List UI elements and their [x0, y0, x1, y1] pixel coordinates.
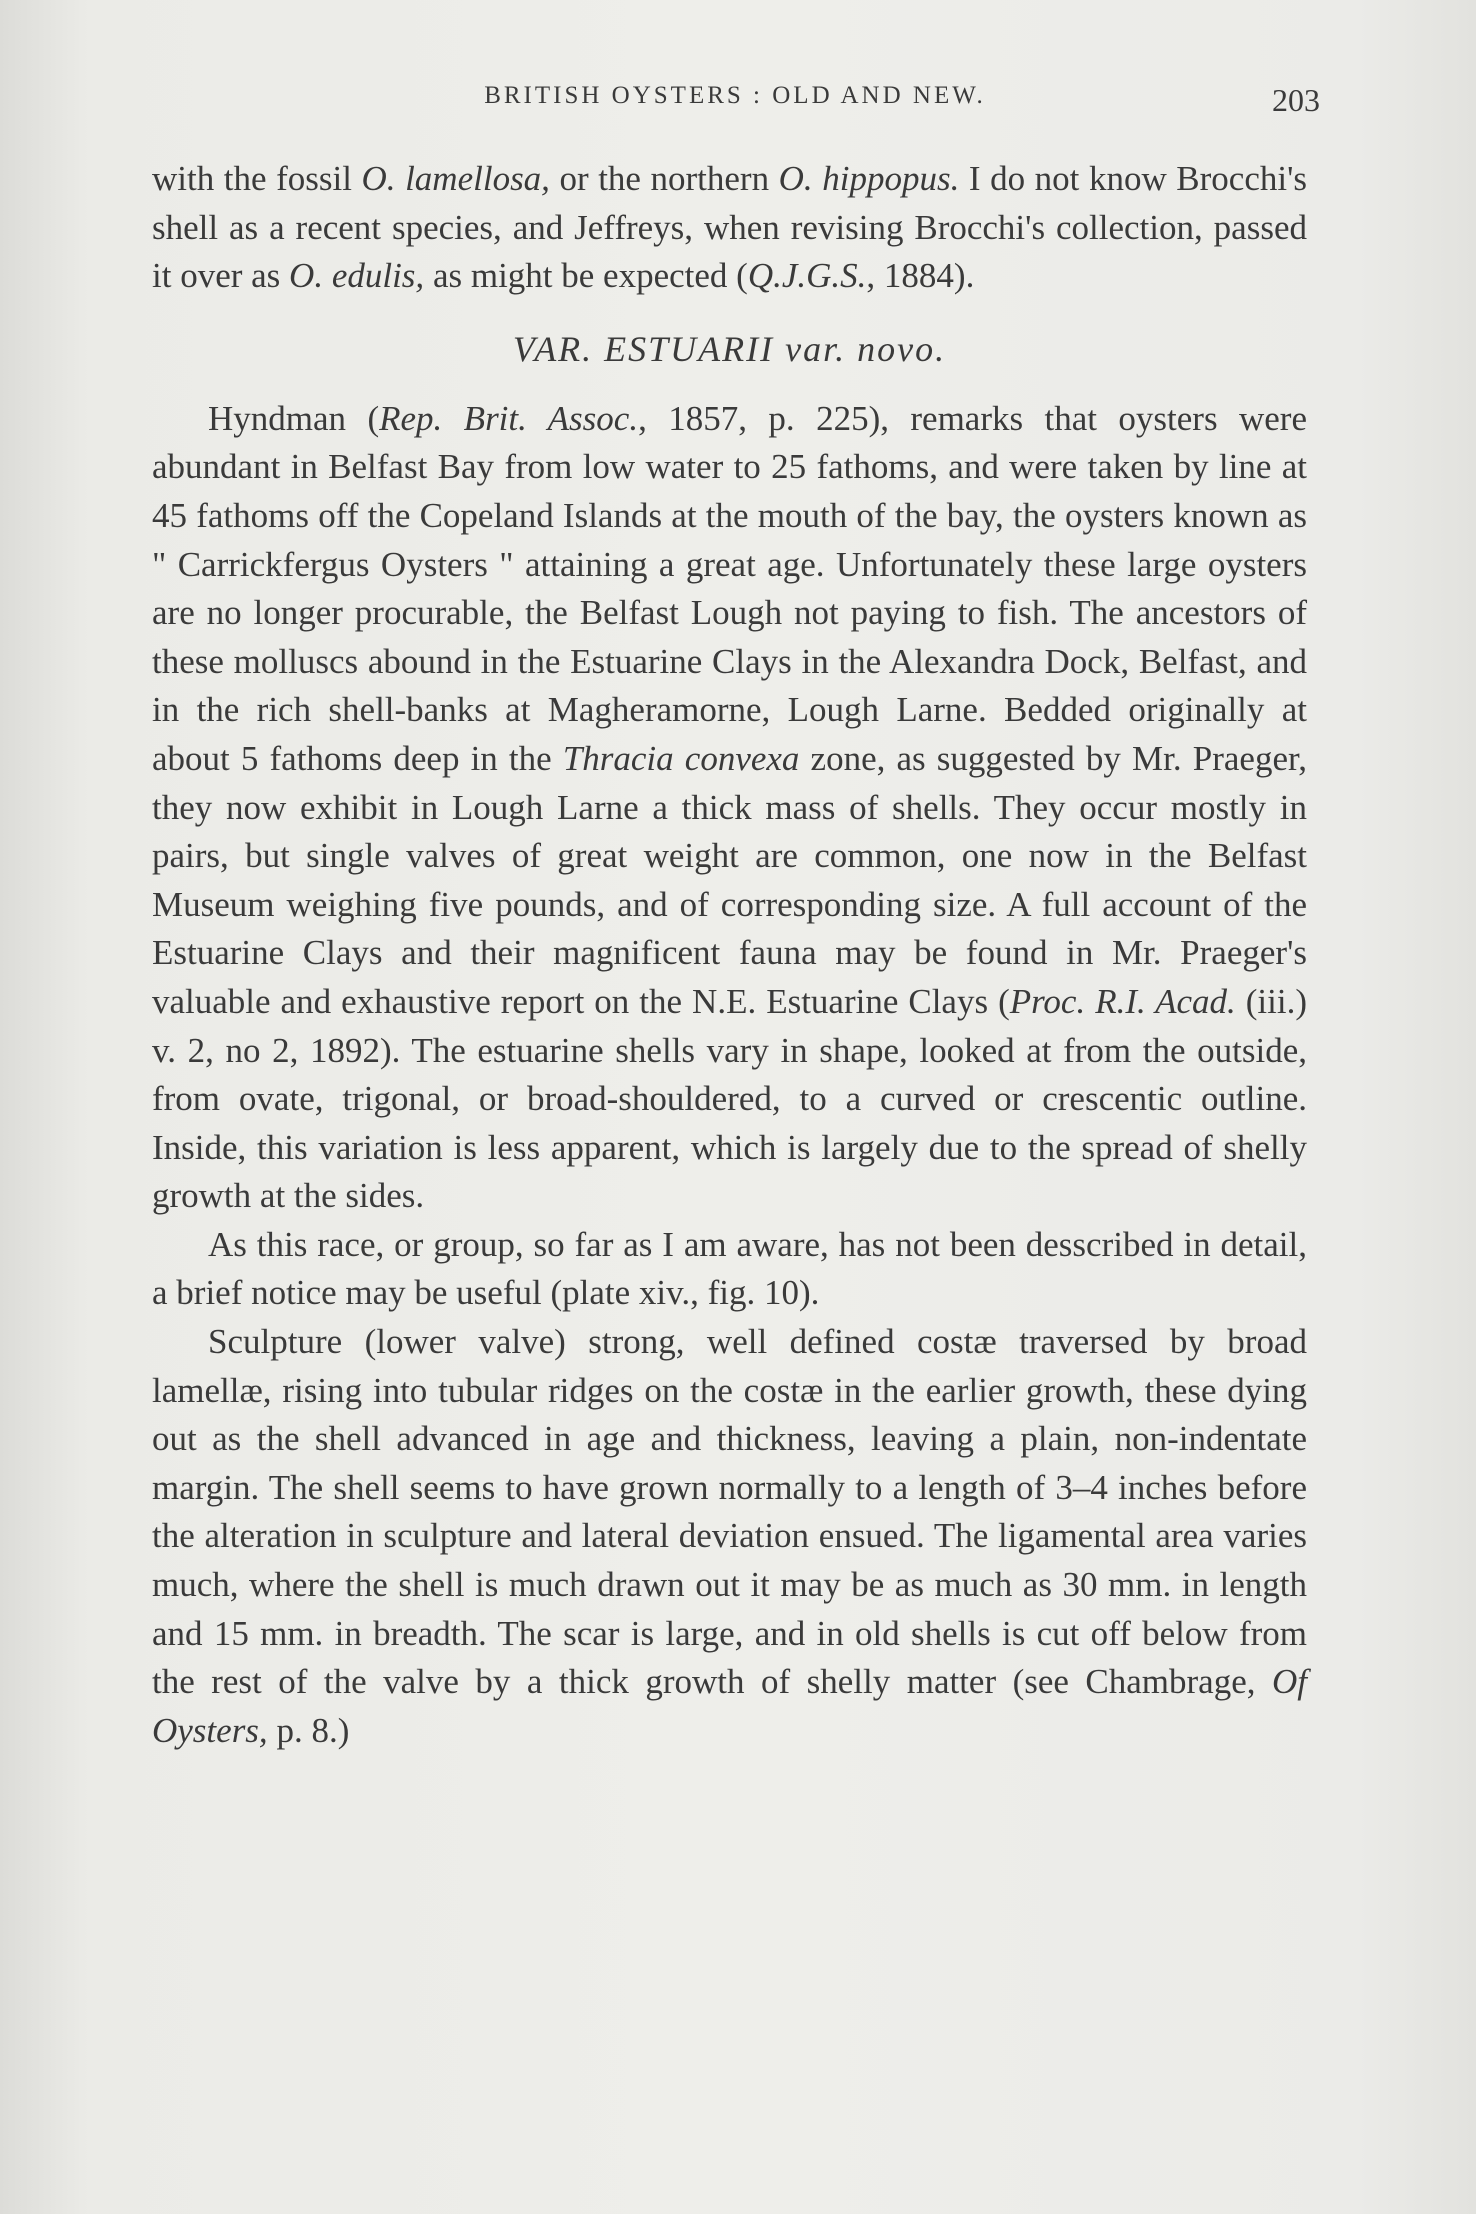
italic-span: Thracia convexa — [562, 738, 800, 778]
text-span: as might be expected ( — [424, 256, 748, 296]
text-span: I do not know Brocchi's shell as a recent species, and Jeffreys, when revising Brocchi's collection, passed it over as — [152, 159, 1307, 296]
section-heading: VAR. ESTUARII var. novo. — [512, 328, 947, 369]
paragraph-2 — [152, 395, 1307, 1221]
paragraph-1 — [152, 155, 1307, 301]
text-span: , 1884). — [866, 256, 975, 296]
text-span: with the fossil — [152, 159, 362, 198]
paragraph-3: As this race, or group, so far as I am aware, has not been desscribed in detail, a brief notice may be useful (plate xiv., fig. 10). — [152, 1224, 1307, 1313]
text-span: p. 8.) — [267, 1710, 350, 1750]
italic-span: Rep. Brit. Assoc. — [379, 398, 639, 438]
paragraph-4 — [152, 1318, 1307, 1755]
text-span: zone, as suggested by Mr. Praeger, they now exhibit in Lough Larne a thick mass of shells. They occur mostly in pairs, but single valves of great weight are common, one now in the Belfast Museum weighing five pounds, and of corresponding size. A full account of the Estuarine Clays and their magnificent fauna may be found in Mr. Praeger's valuable and exhaustive report on the N.E. Estuarine Clays ( — [152, 738, 1307, 1021]
italic-span: O. lamellosa, — [361, 159, 550, 198]
text-span: , 1857, p. 225), remarks that oysters were abundant in Belfast Bay from low water to 25 fathoms, and were taken by line at 45 fathoms off the Copeland Islands at the mouth of the bay, the oysters known as " Carrickfergus Oysters " attaining a great age. Unfortunately these large oysters are no longer procurable, the Belfast Lough not paying to fish. The ancestors of these molluscs abound in the Estuarine Clays in the Alexandra Dock, Belfast, and in the rich shell-banks at Magheramorne, Lough Larne. Bedded originally at about 5 fathoms deep in the — [152, 398, 1307, 778]
text-span: (iii.) v. 2, no 2, 1892). The estuarine shells vary in shape, looked at from the outside, from ovate, trigonal, or broad-shouldered, to a curved or crescentic outline. Inside, this variation is less apparent, which is largely due to the spread of shelly growth at the sides. — [152, 981, 1308, 1216]
italic-span: Of Oysters, — [152, 1662, 1307, 1750]
running-head: BRITISH OYSTERS : OLD AND NEW. — [484, 82, 986, 109]
text-span: Sculpture (lower valve) strong, well defined costæ traversed by broad lamellæ, rising into tubular ridges on the costæ in the earlier growth, these dying out as the shell advanced in age and thickness, leaving a plain, non-indentate margin. The shell seems to have grown normally to a length of 3–4 inches before the alteration in sculpture and lateral deviation ensued. The ligamental area varies much, where the shell is much drawn out it may be as much as 30 mm. in length and 15 mm. in breadth. The scar is large, and in old shells is cut off below from the rest of the valve by a thick growth of shelly matter (see Chambrage, — [152, 1322, 1307, 1702]
page-number: 203 — [1272, 82, 1320, 118]
italic-span: O. edulis, — [289, 256, 425, 296]
body-text — [152, 155, 1307, 1755]
italic-span: Proc. R.I. Acad. — [1009, 981, 1236, 1021]
italic-span: Q.J.G.S. — [747, 256, 867, 296]
page-header — [150, 82, 1320, 122]
text-span: Hyndman ( — [208, 398, 380, 438]
italic-span: O. hippopus. — [778, 159, 960, 198]
text-span: or the northern — [549, 159, 779, 198]
